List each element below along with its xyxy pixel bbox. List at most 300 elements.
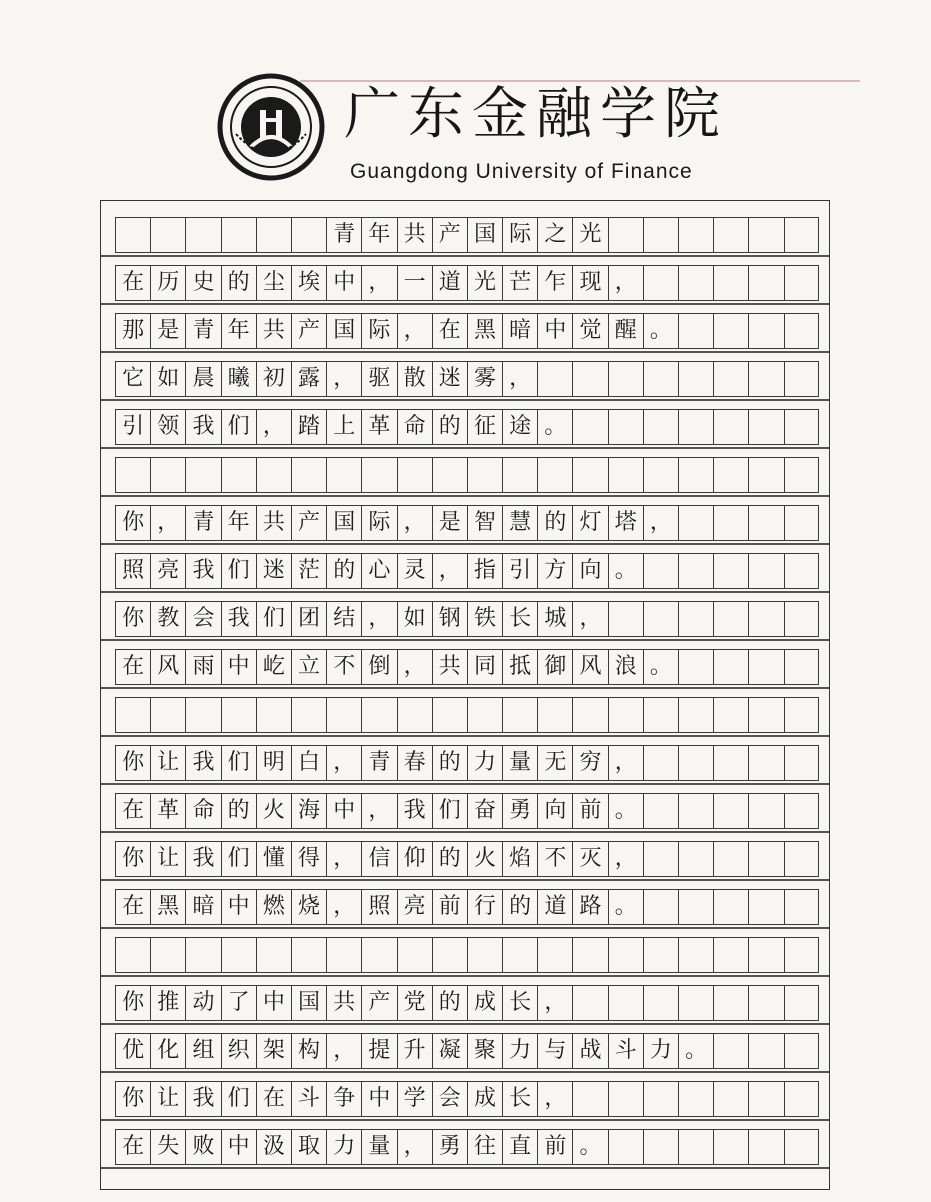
grid-cell: 迷 xyxy=(433,362,468,396)
grid-cell xyxy=(679,986,714,1020)
grid-cell: 智 xyxy=(468,506,503,540)
grid-cell xyxy=(222,938,257,972)
grid-cell: 乍 xyxy=(538,266,573,300)
ruling-line xyxy=(101,303,830,305)
grid-cell xyxy=(749,266,784,300)
grid-cell: 中 xyxy=(327,266,362,300)
grid-cell: 产 xyxy=(292,506,327,540)
grid-cell xyxy=(749,698,784,732)
grid-cell xyxy=(398,458,433,492)
grid-cell: ， xyxy=(503,362,538,396)
grid-cell: ， xyxy=(327,842,362,876)
grid-cell: 雨 xyxy=(186,650,221,684)
grid-cell: 产 xyxy=(362,986,397,1020)
grid-cell: ， xyxy=(609,842,644,876)
grid-cell: 勇 xyxy=(433,1130,468,1164)
grid-cell: 灵 xyxy=(398,554,433,588)
grid-cell xyxy=(362,938,397,972)
grid-cell: 你 xyxy=(116,842,151,876)
grid-cell: 尘 xyxy=(257,266,292,300)
grid-cell: 是 xyxy=(151,314,186,348)
grid-cell: 国 xyxy=(292,986,327,1020)
grid-cell: 铁 xyxy=(468,602,503,636)
ruling-line xyxy=(101,639,830,641)
grid-cell: 我 xyxy=(186,842,221,876)
grid-cell: 了 xyxy=(222,986,257,1020)
grid-cell xyxy=(679,698,714,732)
grid-cell xyxy=(116,218,151,252)
grid-cell: 与 xyxy=(538,1034,573,1068)
grid-cell: 不 xyxy=(327,650,362,684)
grid-cell xyxy=(222,218,257,252)
grid-cell: 力 xyxy=(503,1034,538,1068)
grid-cell xyxy=(785,698,820,732)
grid-cell xyxy=(785,1082,820,1116)
grid-cell: 们 xyxy=(222,746,257,780)
grid-cell: 我 xyxy=(222,602,257,636)
grid-cell: 斗 xyxy=(609,1034,644,1068)
grid-cell xyxy=(679,794,714,828)
grid-cell xyxy=(679,458,714,492)
grid-cell: 织 xyxy=(222,1034,257,1068)
grid-cell: 不 xyxy=(538,842,573,876)
ruling-line xyxy=(101,735,830,737)
grid-cell: 在 xyxy=(116,794,151,828)
grid-cell xyxy=(714,554,749,588)
grid-cell: 际 xyxy=(503,218,538,252)
grid-cell xyxy=(749,602,784,636)
grid-cell: ， xyxy=(327,890,362,924)
essay-line xyxy=(115,313,819,349)
grid-cell: 量 xyxy=(362,1130,397,1164)
grid-cell xyxy=(362,698,397,732)
grid-cell xyxy=(151,458,186,492)
grid-cell xyxy=(749,314,784,348)
grid-cell: 青 xyxy=(327,218,362,252)
grid-cell: 照 xyxy=(362,890,397,924)
ruling-line xyxy=(101,399,830,401)
grid-cell xyxy=(609,986,644,1020)
grid-cell: 优 xyxy=(116,1034,151,1068)
grid-cell: 得 xyxy=(292,842,327,876)
grid-cell: 动 xyxy=(186,986,221,1020)
grid-cell: 共 xyxy=(433,650,468,684)
grid-cell xyxy=(609,410,644,444)
grid-cell: 会 xyxy=(186,602,221,636)
grid-cell: 春 xyxy=(398,746,433,780)
grid-cell: 力 xyxy=(327,1130,362,1164)
ruling-line xyxy=(101,1119,830,1121)
grid-cell: ， xyxy=(573,602,608,636)
grid-cell xyxy=(785,650,820,684)
grid-cell: ， xyxy=(151,506,186,540)
grid-cell xyxy=(679,554,714,588)
grid-cell: ， xyxy=(398,506,433,540)
grid-cell xyxy=(116,458,151,492)
grid-cell: 提 xyxy=(362,1034,397,1068)
grid-cell xyxy=(609,698,644,732)
grid-cell: 的 xyxy=(433,410,468,444)
grid-cell: 引 xyxy=(503,554,538,588)
grid-cell: 结 xyxy=(327,602,362,636)
grid-cell: 你 xyxy=(116,1082,151,1116)
grid-cell: 前 xyxy=(538,1130,573,1164)
grid-cell: 让 xyxy=(151,746,186,780)
essay-line xyxy=(115,1033,819,1069)
essay-line xyxy=(115,361,819,397)
grid-cell xyxy=(644,410,679,444)
grid-cell: ， xyxy=(644,506,679,540)
grid-cell: 埃 xyxy=(292,266,327,300)
grid-cell: 力 xyxy=(468,746,503,780)
grid-cell xyxy=(609,602,644,636)
grid-cell: 引 xyxy=(116,410,151,444)
grid-cell: 国 xyxy=(327,314,362,348)
ruling-line xyxy=(101,495,830,497)
grid-cell xyxy=(714,506,749,540)
grid-cell: ， xyxy=(609,266,644,300)
grid-cell: 的 xyxy=(433,746,468,780)
grid-cell xyxy=(573,410,608,444)
grid-cell: 征 xyxy=(468,410,503,444)
grid-cell: ， xyxy=(362,602,397,636)
grid-cell: ， xyxy=(398,314,433,348)
grid-cell: 成 xyxy=(468,1082,503,1116)
grid-cell xyxy=(785,602,820,636)
grid-cell xyxy=(749,1034,784,1068)
grid-cell: 曦 xyxy=(222,362,257,396)
grid-cell: 青 xyxy=(186,506,221,540)
grid-cell xyxy=(186,938,221,972)
grid-cell xyxy=(644,458,679,492)
grid-cell: 中 xyxy=(222,890,257,924)
grid-cell: 你 xyxy=(116,746,151,780)
grid-cell xyxy=(785,794,820,828)
grid-cell: 灯 xyxy=(573,506,608,540)
essay-line xyxy=(115,553,819,589)
grid-cell xyxy=(573,698,608,732)
university-name-chinese: 广东金融学院 xyxy=(344,82,728,147)
grid-cell: 道 xyxy=(433,266,468,300)
grid-cell: ， xyxy=(609,746,644,780)
grid-cell: 命 xyxy=(398,410,433,444)
grid-cell: 的 xyxy=(433,986,468,1020)
grid-cell: 长 xyxy=(503,986,538,1020)
essay-line xyxy=(115,793,819,829)
grid-cell: 一 xyxy=(398,266,433,300)
grid-cell: 长 xyxy=(503,1082,538,1116)
grid-cell: 年 xyxy=(362,218,397,252)
grid-cell xyxy=(503,698,538,732)
grid-cell: 革 xyxy=(151,794,186,828)
grid-cell: 年 xyxy=(222,506,257,540)
grid-cell xyxy=(151,698,186,732)
grid-cell: 命 xyxy=(186,794,221,828)
grid-cell: 向 xyxy=(573,554,608,588)
grid-cell xyxy=(573,458,608,492)
grid-cell: 勇 xyxy=(503,794,538,828)
grid-cell: 组 xyxy=(186,1034,221,1068)
grid-cell: 在 xyxy=(116,1130,151,1164)
grid-cell: 学 xyxy=(398,1082,433,1116)
grid-cell: 们 xyxy=(222,842,257,876)
grid-cell xyxy=(785,890,820,924)
ruling-line xyxy=(101,927,830,929)
grid-cell: 让 xyxy=(151,842,186,876)
grid-cell: ， xyxy=(327,746,362,780)
grid-cell: 革 xyxy=(362,410,397,444)
grid-cell: 黑 xyxy=(468,314,503,348)
grid-cell xyxy=(538,458,573,492)
grid-cell: 海 xyxy=(292,794,327,828)
grid-cell xyxy=(573,362,608,396)
grid-cell: 那 xyxy=(116,314,151,348)
ruling-line xyxy=(101,831,830,833)
grid-cell xyxy=(609,362,644,396)
grid-cell xyxy=(714,410,749,444)
grid-cell: 。 xyxy=(644,314,679,348)
grid-cell: 同 xyxy=(468,650,503,684)
grid-cell: 在 xyxy=(116,650,151,684)
grid-cell xyxy=(749,458,784,492)
grid-cell: 我 xyxy=(186,554,221,588)
grid-cell: 们 xyxy=(257,602,292,636)
blank-line xyxy=(115,697,819,733)
grid-cell: 斗 xyxy=(292,1082,327,1116)
grid-cell xyxy=(327,458,362,492)
grid-cell: 前 xyxy=(573,794,608,828)
grid-cell: 史 xyxy=(186,266,221,300)
grid-cell xyxy=(785,986,820,1020)
grid-cell: 风 xyxy=(573,650,608,684)
grid-cell xyxy=(644,698,679,732)
grid-cell xyxy=(116,938,151,972)
grid-cell xyxy=(644,986,679,1020)
essay-line xyxy=(115,745,819,781)
grid-cell xyxy=(714,458,749,492)
grid-cell xyxy=(714,986,749,1020)
grid-cell: 我 xyxy=(398,794,433,828)
grid-cell: 化 xyxy=(151,1034,186,1068)
grid-cell: 的 xyxy=(327,554,362,588)
grid-cell: ， xyxy=(327,362,362,396)
grid-cell xyxy=(116,698,151,732)
grid-cell xyxy=(503,938,538,972)
grid-cell: 露 xyxy=(292,362,327,396)
grid-cell: 燃 xyxy=(257,890,292,924)
grid-cell: 火 xyxy=(468,842,503,876)
grid-cell: 。 xyxy=(644,650,679,684)
grid-cell: 凝 xyxy=(433,1034,468,1068)
grid-cell: 驱 xyxy=(362,362,397,396)
grid-cell xyxy=(749,746,784,780)
grid-cell: ， xyxy=(538,986,573,1020)
grid-cell xyxy=(749,794,784,828)
grid-cell: 你 xyxy=(116,986,151,1020)
grid-cell xyxy=(679,842,714,876)
grid-cell: 国 xyxy=(468,218,503,252)
grid-cell: 争 xyxy=(327,1082,362,1116)
grid-cell xyxy=(257,938,292,972)
grid-cell: 上 xyxy=(327,410,362,444)
grid-cell: ， xyxy=(433,554,468,588)
ruling-line xyxy=(101,1071,830,1073)
grid-writing-paper xyxy=(100,200,830,1190)
grid-cell: 。 xyxy=(609,890,644,924)
grid-cell: 共 xyxy=(398,218,433,252)
grid-cell: 迷 xyxy=(257,554,292,588)
grid-cell: 的 xyxy=(222,794,257,828)
grid-cell xyxy=(679,218,714,252)
grid-cell xyxy=(151,938,186,972)
grid-cell xyxy=(644,842,679,876)
grid-cell: 懂 xyxy=(257,842,292,876)
grid-cell xyxy=(644,602,679,636)
grid-cell xyxy=(679,314,714,348)
ruling-line xyxy=(101,447,830,449)
grid-cell xyxy=(785,506,820,540)
grid-cell: 暗 xyxy=(503,314,538,348)
grid-cell: 立 xyxy=(292,650,327,684)
grid-cell xyxy=(292,698,327,732)
grid-cell xyxy=(679,410,714,444)
grid-cell: 奋 xyxy=(468,794,503,828)
essay-line xyxy=(115,649,819,685)
grid-cell xyxy=(785,362,820,396)
ruling-line xyxy=(101,1023,830,1025)
essay-line xyxy=(115,1129,819,1165)
grid-cell xyxy=(292,938,327,972)
grid-cell xyxy=(749,938,784,972)
grid-cell xyxy=(679,266,714,300)
grid-cell: 。 xyxy=(573,1130,608,1164)
grid-cell xyxy=(327,698,362,732)
ruling-line xyxy=(101,975,830,977)
grid-cell xyxy=(714,362,749,396)
essay-line xyxy=(115,505,819,541)
blank-line xyxy=(115,457,819,493)
essay-line xyxy=(115,409,819,445)
grid-cell: 白 xyxy=(292,746,327,780)
grid-cell: 光 xyxy=(468,266,503,300)
grid-cell: ， xyxy=(327,1034,362,1068)
grid-cell xyxy=(573,938,608,972)
grid-cell xyxy=(785,842,820,876)
grid-cell xyxy=(644,362,679,396)
grid-cell: 在 xyxy=(116,266,151,300)
grid-cell: 风 xyxy=(151,650,186,684)
grid-cell: 行 xyxy=(468,890,503,924)
grid-cell: 推 xyxy=(151,986,186,1020)
grid-cell xyxy=(609,218,644,252)
grid-cell: 灭 xyxy=(573,842,608,876)
grid-cell: 无 xyxy=(538,746,573,780)
grid-cell xyxy=(714,266,749,300)
grid-cell: 仰 xyxy=(398,842,433,876)
grid-cell: 光 xyxy=(573,218,608,252)
grid-cell xyxy=(785,1130,820,1164)
grid-cell: 。 xyxy=(679,1034,714,1068)
grid-cell xyxy=(292,218,327,252)
grid-cell xyxy=(468,458,503,492)
grid-cell: 取 xyxy=(292,1130,327,1164)
grid-cell: 中 xyxy=(257,986,292,1020)
grid-cell: 是 xyxy=(433,506,468,540)
grid-cell xyxy=(644,1130,679,1164)
ruling-line xyxy=(101,255,830,257)
grid-cell xyxy=(433,938,468,972)
grid-cell xyxy=(644,794,679,828)
grid-cell: 团 xyxy=(292,602,327,636)
grid-cell: 方 xyxy=(538,554,573,588)
grid-cell: 路 xyxy=(573,890,608,924)
grid-cell: 亮 xyxy=(398,890,433,924)
grid-cell: 产 xyxy=(433,218,468,252)
grid-cell: 聚 xyxy=(468,1034,503,1068)
grid-cell xyxy=(222,698,257,732)
grid-cell: 屹 xyxy=(257,650,292,684)
grid-cell: 中 xyxy=(538,314,573,348)
grid-cell xyxy=(573,1082,608,1116)
ruling-line xyxy=(101,1167,830,1169)
grid-cell xyxy=(749,218,784,252)
grid-cell xyxy=(292,458,327,492)
grid-cell: 的 xyxy=(222,266,257,300)
grid-cell xyxy=(468,698,503,732)
grid-cell: 领 xyxy=(151,410,186,444)
grid-cell xyxy=(609,1082,644,1116)
grid-cell: 战 xyxy=(573,1034,608,1068)
grid-cell xyxy=(679,650,714,684)
grid-cell: 构 xyxy=(292,1034,327,1068)
grid-cell: 照 xyxy=(116,554,151,588)
grid-cell: 青 xyxy=(186,314,221,348)
grid-cell: 如 xyxy=(398,602,433,636)
grid-cell xyxy=(327,938,362,972)
grid-cell: 烧 xyxy=(292,890,327,924)
grid-cell xyxy=(644,1082,679,1116)
grid-cell: 在 xyxy=(257,1082,292,1116)
grid-cell: 产 xyxy=(292,314,327,348)
grid-cell: 际 xyxy=(362,506,397,540)
letterhead xyxy=(0,0,931,200)
grid-cell xyxy=(503,458,538,492)
grid-cell xyxy=(785,938,820,972)
ruling-line xyxy=(101,783,830,785)
grid-cell xyxy=(679,890,714,924)
grid-cell: 它 xyxy=(116,362,151,396)
grid-cell: 芒 xyxy=(503,266,538,300)
grid-cell xyxy=(749,1130,784,1164)
ruling-line xyxy=(101,351,830,353)
grid-cell: 你 xyxy=(116,602,151,636)
grid-cell: 。 xyxy=(609,794,644,828)
grid-cell: 的 xyxy=(433,842,468,876)
ruling-line xyxy=(101,591,830,593)
grid-cell xyxy=(679,938,714,972)
grid-cell: 升 xyxy=(398,1034,433,1068)
grid-cell: 心 xyxy=(362,554,397,588)
grid-cell: 倒 xyxy=(362,650,397,684)
grid-cell: 力 xyxy=(644,1034,679,1068)
grid-cell: 的 xyxy=(538,506,573,540)
grid-cell xyxy=(679,506,714,540)
grid-cell xyxy=(714,890,749,924)
grid-cell: 直 xyxy=(503,1130,538,1164)
grid-cell xyxy=(222,458,257,492)
ruling-line xyxy=(101,687,830,689)
essay-title xyxy=(115,217,819,253)
